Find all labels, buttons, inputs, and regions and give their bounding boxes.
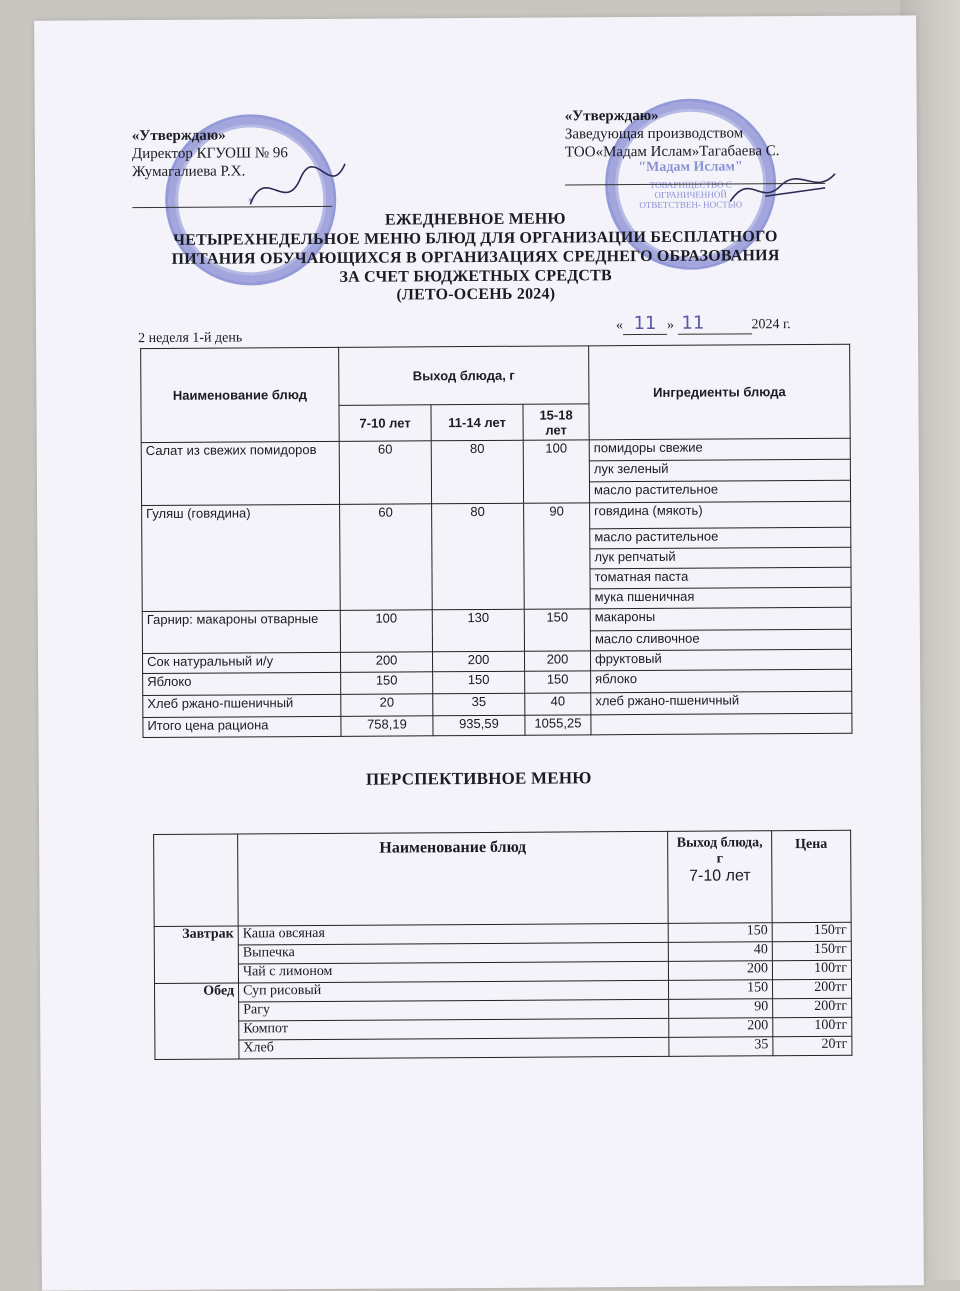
output-15-18: 90 <box>524 503 591 609</box>
dish-name: Каша овсяная <box>238 923 668 945</box>
col-header-dish-name: Наименование блюд <box>238 831 669 926</box>
output-7-10: 20 <box>341 694 433 717</box>
daily-menu-table <box>140 344 852 738</box>
dish-output: 90 <box>669 999 773 1019</box>
dish-output: 150 <box>668 923 772 943</box>
output-11-14: 150 <box>433 671 525 694</box>
date-month: 11 <box>677 312 751 334</box>
output-7-10: 100 <box>340 610 432 653</box>
ingredient: фруктовый <box>590 649 851 671</box>
title-line-5: (ЛЕТО-ОСЕНЬ 2024) <box>396 285 556 304</box>
dish-output: 200 <box>669 1018 773 1038</box>
dish-price: 200тг <box>773 979 852 998</box>
approve-left-heading: «Утверждаю» <box>131 127 226 145</box>
output-7-10: 60 <box>340 504 433 611</box>
col-header-age-15-18: 15-18 лет <box>523 404 589 440</box>
ingredient: мука пшеничная <box>590 587 851 609</box>
meal-lunch: Обед <box>155 983 239 1060</box>
col-header-meal <box>154 834 239 927</box>
date-close-quote: » <box>666 317 675 333</box>
ingredient: макароны <box>590 607 851 631</box>
dish-name: Салат из свежих помидоров <box>141 441 339 505</box>
stamp-company-name: "Мадам Ислам" <box>638 158 743 175</box>
title-line-2: ЧЕТЫРЕХНЕДЕЛЬНОЕ МЕНЮ БЛЮД ДЛЯ ОРГАНИЗАЦИИ БЕСПЛАТНОГО <box>173 228 778 249</box>
dish-name: Суп рисовый <box>239 980 669 1002</box>
dish-name: Яблоко <box>143 672 341 695</box>
dish-price: 20тг <box>773 1036 852 1055</box>
perspective-menu-table <box>153 830 852 1060</box>
output-7-10: 200 <box>340 652 432 673</box>
total-label: Итого цена рациона <box>143 716 341 737</box>
dish-price: 100тг <box>772 960 851 979</box>
col-header-price: Цена <box>772 830 852 922</box>
ingredient: масло растительное <box>590 527 851 549</box>
ingredient: масло растительное <box>589 480 850 503</box>
title-line-3: ПИТАНИЯ ОБУЧАЮЩИХСЯ В ОРГАНИЗАЦИЯХ СРЕДНЕГО ОБРАЗОВАНИЯ <box>171 247 780 268</box>
total-11-14: 935,59 <box>433 715 525 736</box>
total-15-18: 1055,25 <box>525 715 591 735</box>
dish-name: Сок натуральный и/у <box>142 652 340 673</box>
ingredient: масло сливочное <box>590 629 851 651</box>
title-daily-menu: ЕЖЕДНЕВНОЕ МЕНЮ <box>384 210 566 229</box>
col-header-dish-name: Наименование блюд <box>141 347 340 442</box>
output-15-18: 100 <box>523 440 589 503</box>
col-header-ingredients: Ингредиенты блюда <box>589 344 851 440</box>
approve-left-director: Директор КГУОШ № 96 <box>131 145 288 163</box>
approve-right-position: Заведующая производством <box>564 125 744 143</box>
col-header-age: 7-10 лет <box>689 867 751 885</box>
total-7-10: 758,19 <box>341 716 433 737</box>
dish-price: 150тг <box>772 941 851 960</box>
dish-name: Чай с лимоном <box>238 961 668 983</box>
col-header-output: Выход блюда, г <box>339 346 589 406</box>
dish-name: Хлеб <box>239 1037 669 1059</box>
dish-name: Гуляш (говядина) <box>142 504 341 611</box>
dish-name: Компот <box>239 1018 669 1040</box>
date-open-quote: « <box>615 318 624 334</box>
output-15-18: 150 <box>525 671 591 693</box>
output-11-14: 80 <box>431 440 523 504</box>
output-15-18: 150 <box>524 609 590 651</box>
col-header-age-11-14: 11-14 лет <box>431 404 523 441</box>
dish-name: Рагу <box>239 999 669 1021</box>
approve-right-heading: «Утверждаю» <box>564 107 659 125</box>
dish-name: Выпечка <box>238 942 668 964</box>
total-row <box>143 713 852 737</box>
title-line-4: ЗА СЧЕТ БЮДЖЕТНЫХ СРЕДСТВ <box>339 267 612 286</box>
table-row <box>155 1036 852 1059</box>
output-11-14: 130 <box>432 609 524 652</box>
output-11-14: 80 <box>432 503 525 610</box>
ingredient: хлеб ржано-пшеничный <box>591 691 852 715</box>
col-header-age-7-10: 7-10 лет <box>339 405 431 442</box>
ingredient: яблоко <box>591 669 852 693</box>
document-page <box>34 15 924 1290</box>
perspective-menu-title: ПЕРСПЕКТИВНОЕ МЕНЮ <box>365 768 592 789</box>
ingredient: лук репчатый <box>590 547 851 569</box>
dish-price: 200тг <box>773 998 852 1017</box>
dish-output: 150 <box>669 980 773 1000</box>
ingredient: помидоры свежие <box>589 438 850 461</box>
output-7-10: 150 <box>341 672 433 695</box>
col-header-output <box>668 831 773 924</box>
meal-breakfast: Завтрак <box>154 926 238 984</box>
approve-right-name: ТОО«Мадам Ислам»Тагабаева С. <box>564 143 780 161</box>
dish-price: 100тг <box>773 1017 852 1036</box>
ingredient: говядина (мякоть) <box>590 501 851 529</box>
output-15-18: 200 <box>524 651 590 671</box>
date-field <box>616 312 791 335</box>
total-empty <box>591 713 852 735</box>
dish-output: 40 <box>668 942 772 962</box>
date-day: 11 <box>623 313 667 335</box>
week-day-label: 2 неделя 1-й день <box>138 330 243 347</box>
date-year: 2024 г. <box>751 317 791 333</box>
output-11-14: 200 <box>432 651 524 672</box>
output-15-18: 40 <box>525 693 591 715</box>
ingredient: лук зеленый <box>589 459 850 482</box>
approve-left-name: Жумагалиева Р.Х. <box>132 163 246 181</box>
stamp-company-type: ОГРАНИЧЕННОЙ ОТВЕТСТВЕН- НОСТЬЮ <box>639 188 743 210</box>
output-11-14: 35 <box>433 693 525 716</box>
dish-output: 200 <box>668 961 772 981</box>
dish-name: Гарнир: макароны отварные <box>142 610 340 653</box>
output-7-10: 60 <box>339 441 431 505</box>
ingredient: томатная паста <box>590 567 851 589</box>
dish-name: Хлеб ржано-пшеничный <box>143 694 341 717</box>
col-header-output-label: Выход блюда, г <box>676 835 763 867</box>
dish-output: 35 <box>669 1037 773 1057</box>
dish-price: 150тг <box>772 922 851 941</box>
stamp-emblem-icon: ✶ <box>246 194 255 205</box>
